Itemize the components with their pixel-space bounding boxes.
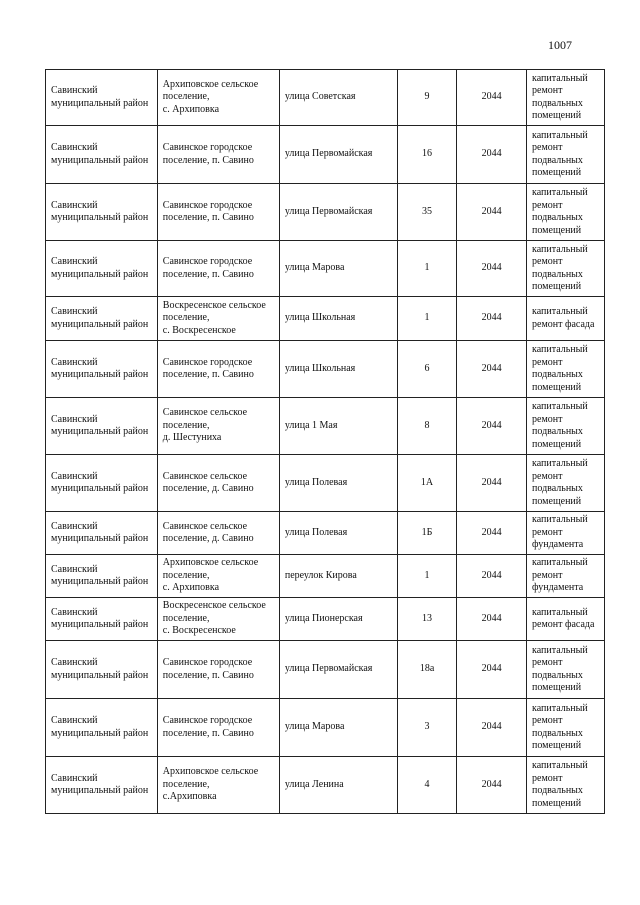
cell-street-text: улица Полевая [284,476,348,488]
cell-planned-year-text: 2044 [481,91,502,103]
cell-planned-year [457,757,527,814]
cell-settlement-text: Савинское городское поселение, п. Савино [162,256,254,280]
cell-settlement [157,555,279,598]
cell-street [279,297,397,341]
cell-municipality-text: Савинский муниципальный район [51,606,149,630]
table-body [46,70,605,814]
cell-work-type [527,184,605,241]
cell-planned-year [457,512,527,555]
cell-planned-year [457,341,527,398]
table-row [46,297,605,341]
cell-settlement-text: Воскресенское сельское поселение, с. Воскресенское [162,600,266,637]
cell-municipality [46,126,158,184]
cell-street [279,341,397,398]
cell-settlement [157,241,279,297]
cell-street-text: переулок Кирова [284,569,357,581]
cell-street-text: улица Первомайская [284,205,373,217]
cell-settlement-text: Савинское городское поселение, п. Савино [162,199,254,223]
cell-settlement-text: Савинское городское поселение, п. Савино [162,715,254,739]
cell-house-number-text: 1 [424,262,430,274]
cell-house-number [397,398,456,455]
cell-work-type-text: капитальный ремонт подвальных помещений [532,129,588,178]
cell-work-type [527,555,605,598]
cell-planned-year [457,70,527,126]
cell-municipality-text: Савинский муниципальный район [51,256,149,280]
cell-street-text: улица Советская [284,91,356,103]
cell-planned-year-text: 2044 [481,612,502,624]
cell-street [279,699,397,757]
cell-house-number-text: 4 [424,778,430,790]
cell-municipality [46,699,158,757]
cell-house-number-text: 9 [424,91,430,103]
cell-house-number-text: 8 [424,419,430,431]
cell-work-type [527,455,605,512]
cell-settlement [157,341,279,398]
cell-municipality [46,757,158,814]
cell-municipality-text: Савинский муниципальный район [51,413,149,437]
cell-house-number-text: 18а [419,663,435,675]
cell-work-type-text: капитальный ремонт подвальных помещений [532,760,588,809]
cell-municipality [46,641,158,699]
cell-planned-year-text: 2044 [481,148,502,160]
table-row [46,70,605,126]
cell-settlement-text: Архиповское сельское поселение, с. Архиповка [162,78,259,115]
cell-planned-year [457,699,527,757]
cell-street [279,555,397,598]
cell-planned-year-text: 2044 [481,362,502,374]
cell-work-type [527,70,605,126]
table-row [46,699,605,757]
page-number: 1007 [548,38,572,52]
cell-settlement [157,126,279,184]
cell-municipality [46,297,158,341]
cell-settlement [157,398,279,455]
cell-work-type-text: капитальный ремонт подвальных помещений [532,72,588,121]
cell-municipality-text: Савинский муниципальный район [51,715,149,739]
table-row [46,641,605,699]
table-row [46,398,605,455]
cell-planned-year-text: 2044 [481,312,502,324]
cell-work-type-text: капитальный ремонт фасада [532,306,595,330]
cell-work-type-text: капитальный ремонт подвальных помещений [532,187,588,236]
cell-municipality-text: Савинский муниципальный район [51,356,149,380]
table-row [46,512,605,555]
cell-house-number-text: 1 [424,569,430,581]
cell-planned-year [457,598,527,641]
cell-street-text: улица Школьная [284,312,356,324]
cell-planned-year [457,455,527,512]
cell-house-number [397,297,456,341]
cell-municipality-text: Савинский муниципальный район [51,199,149,223]
cell-street-text: улица Школьная [284,362,356,374]
cell-settlement-text: Архиповское сельское поселение, с. Архиповка [162,557,259,594]
cell-planned-year-text: 2044 [481,778,502,790]
cell-planned-year-text: 2044 [481,419,502,431]
cell-street [279,241,397,297]
cell-planned-year [457,184,527,241]
cell-municipality [46,598,158,641]
cell-street-text: улица Марова [284,721,345,733]
cell-work-type [527,598,605,641]
cell-street [279,641,397,699]
cell-planned-year-text: 2044 [481,526,502,538]
cell-municipality-text: Савинский муниципальный район [51,772,149,796]
cell-house-number-text: 6 [424,362,430,374]
cell-house-number [397,70,456,126]
cell-settlement [157,699,279,757]
cell-house-number-text: 16 [422,148,433,160]
cell-municipality [46,555,158,598]
cell-street [279,398,397,455]
cell-work-type-text: капитальный ремонт подвальных помещений [532,401,588,450]
cell-house-number-text: 3 [424,721,430,733]
cell-work-type-text: капитальный ремонт фундамента [532,514,588,551]
cell-planned-year-text: 2044 [481,721,502,733]
cell-house-number [397,699,456,757]
cell-house-number [397,241,456,297]
cell-municipality [46,398,158,455]
cell-work-type-text: капитальный ремонт фундамента [532,557,588,594]
cell-planned-year [457,126,527,184]
cell-street-text: улица Первомайская [284,663,373,675]
cell-municipality-text: Савинский муниципальный район [51,306,149,330]
cell-house-number-text: 1А [420,476,434,488]
cell-street-text: улица Пионерская [284,612,363,624]
cell-house-number-text: 35 [422,205,433,217]
cell-work-type [527,641,605,699]
cell-municipality [46,512,158,555]
cell-street [279,455,397,512]
cell-work-type [527,512,605,555]
cell-house-number [397,555,456,598]
table-row [46,241,605,297]
cell-house-number [397,757,456,814]
cell-settlement-text: Воскресенское сельское поселение, с. Воскресенское [162,299,266,336]
cell-work-type [527,241,605,297]
cell-house-number-text: 13 [422,612,433,624]
cell-planned-year-text: 2044 [481,569,502,581]
cell-work-type-text: капитальный ремонт подвальных помещений [532,344,588,393]
cell-work-type-text: капитальный ремонт подвальных помещений [532,702,588,751]
cell-planned-year [457,555,527,598]
cell-work-type [527,341,605,398]
cell-municipality-text: Савинский муниципальный район [51,85,149,109]
cell-house-number-text: 1 [424,312,430,324]
cell-settlement [157,184,279,241]
cell-street-text: улица Ленина [284,778,344,790]
cell-settlement-text: Савинское сельское поселение, д. Шестуниха [162,407,248,444]
cell-house-number [397,455,456,512]
cell-street-text: улица 1 Мая [284,419,338,431]
cell-settlement [157,598,279,641]
cell-street [279,598,397,641]
cell-municipality [46,184,158,241]
cell-street-text: улица Первомайская [284,148,373,160]
cell-planned-year-text: 2044 [481,262,502,274]
cell-work-type [527,398,605,455]
cell-work-type-text: капитальный ремонт подвальных помещений [532,458,588,507]
cell-municipality [46,241,158,297]
cell-settlement [157,455,279,512]
table-row [46,555,605,598]
cell-settlement-text: Савинское сельское поселение, д. Савино [162,470,254,494]
cell-street-text: улица Марова [284,262,345,274]
cell-municipality-text: Савинский муниципальный район [51,657,149,681]
cell-house-number [397,512,456,555]
cell-work-type [527,126,605,184]
cell-work-type-text: капитальный ремонт фасада [532,606,595,630]
cell-house-number [397,598,456,641]
cell-street [279,70,397,126]
cell-planned-year-text: 2044 [481,663,502,675]
cell-planned-year-text: 2044 [481,205,502,217]
cell-house-number [397,184,456,241]
cell-planned-year [457,641,527,699]
cell-work-type-text: капитальный ремонт подвальных помещений [532,644,588,693]
cell-house-number [397,341,456,398]
table-row [46,341,605,398]
cell-municipality-text: Савинский муниципальный район [51,470,149,494]
table-row [46,126,605,184]
cell-work-type [527,757,605,814]
cell-planned-year [457,297,527,341]
cell-street [279,512,397,555]
table-row [46,184,605,241]
cell-planned-year-text: 2044 [481,476,502,488]
cell-municipality-text: Савинский муниципальный район [51,520,149,544]
cell-settlement-text: Савинское сельское поселение, д. Савино [162,520,254,544]
table-row [46,455,605,512]
repair-schedule-table [45,69,605,814]
cell-municipality [46,341,158,398]
cell-settlement [157,512,279,555]
cell-work-type [527,699,605,757]
cell-house-number [397,641,456,699]
cell-settlement [157,641,279,699]
cell-municipality [46,455,158,512]
cell-street-text: улица Полевая [284,526,348,538]
cell-settlement-text: Архиповское сельское поселение, с.Архиповка [162,766,259,803]
cell-work-type-text: капитальный ремонт подвальных помещений [532,243,588,292]
cell-settlement-text: Савинское городское поселение, п. Савино [162,657,254,681]
cell-settlement [157,70,279,126]
cell-street [279,184,397,241]
table-row [46,598,605,641]
cell-settlement [157,757,279,814]
cell-settlement-text: Савинское городское поселение, п. Савино [162,142,254,166]
cell-municipality-text: Савинский муниципальный район [51,142,149,166]
cell-street [279,126,397,184]
cell-house-number-text: 1Б [421,526,433,538]
cell-house-number [397,126,456,184]
table-row [46,757,605,814]
cell-settlement-text: Савинское городское поселение, п. Савино [162,356,254,380]
cell-street [279,757,397,814]
cell-municipality [46,70,158,126]
cell-work-type [527,297,605,341]
cell-planned-year [457,398,527,455]
cell-planned-year [457,241,527,297]
cell-municipality-text: Савинский муниципальный район [51,563,149,587]
cell-settlement [157,297,279,341]
